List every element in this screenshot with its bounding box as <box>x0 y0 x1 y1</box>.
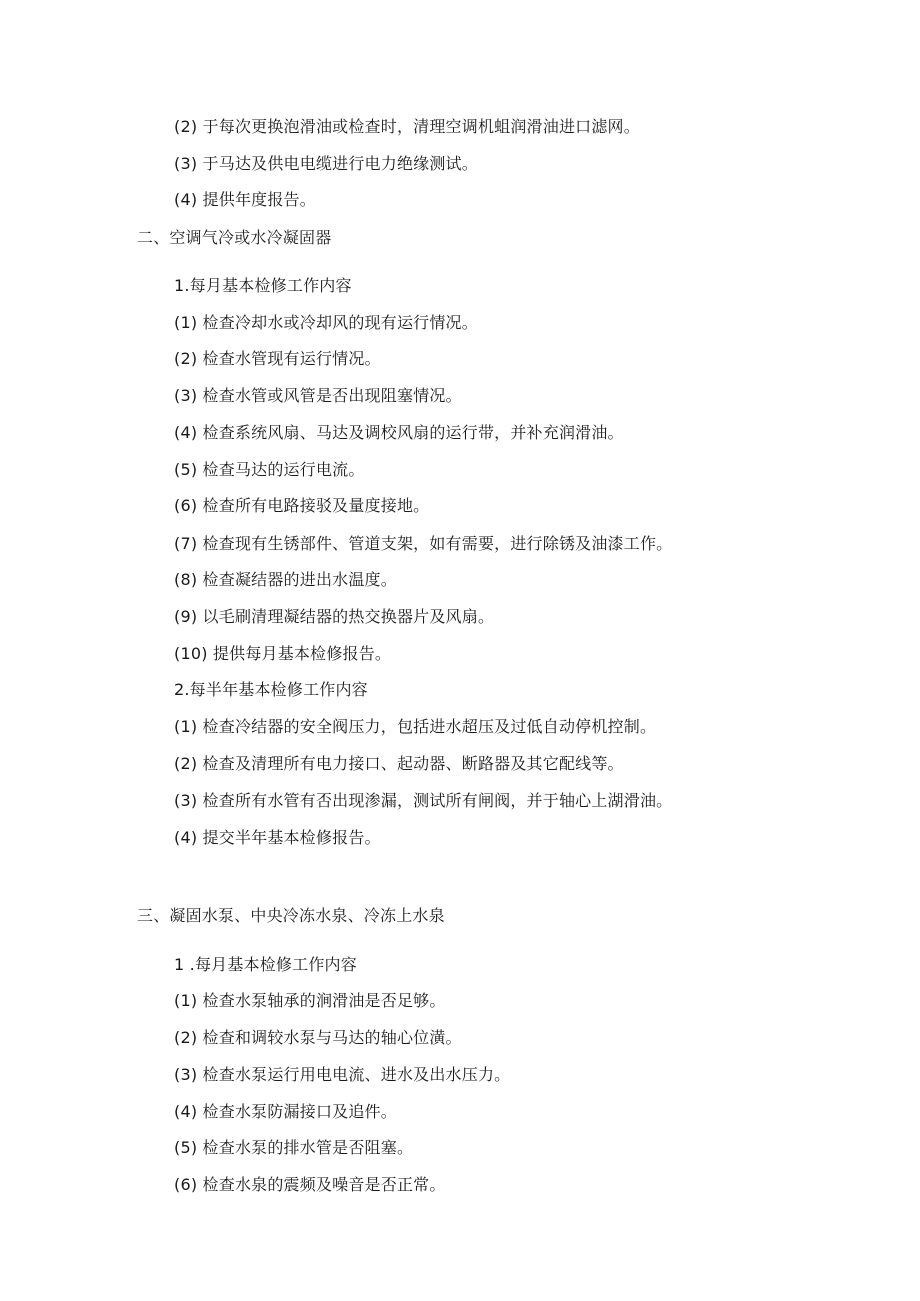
text-line: (1) 检查冷结器的安全阀压力，包括进水超压及过低自动停机控制。 <box>174 717 657 736</box>
text-line: (4) 检查水泵防漏接口及追件。 <box>174 1102 397 1121</box>
text-line: (4) 检查系统风扇、马达及调校风扇的运行带，并补充润滑油。 <box>174 423 624 442</box>
text-line: (2) 检查水管现有运行情况。 <box>174 349 381 368</box>
section-heading: 三、凝固水泵、中央冷冻水泉、冷冻上水泉 <box>137 906 445 925</box>
text-line: (5) 检查水泵的排水管是否阻塞。 <box>174 1138 414 1157</box>
text-line: (3) 检查所有水管有否出现渗漏，测试所有闸阀，并于轴心上湖滑油。 <box>174 791 673 810</box>
text-line: (6) 检查水泉的震频及噪音是否正常。 <box>174 1175 446 1194</box>
subsection-heading: 1 .每月基本检修工作内容 <box>174 955 357 974</box>
text-line: (9) 以毛刷清理凝结器的热交换器片及风扇。 <box>174 607 495 626</box>
text-line: (2) 于每次更换泡滑油或检查时，清理空调机蛆润滑油进口滤网。 <box>174 117 640 136</box>
text-line: (1) 检查水泵轴承的涧滑油是否足够。 <box>174 991 446 1010</box>
text-line: (3) 检查水管或风管是否出现阻塞情况。 <box>174 386 462 405</box>
text-line: (4) 提供年度报告。 <box>174 190 316 209</box>
subsection-heading: 2.每半年基本检修工作内容 <box>174 680 368 699</box>
text-line: (10) 提供每月基本检修报告。 <box>174 644 392 663</box>
text-line: (2) 检查及清理所有电力接口、起动器、断路器及其它配线等。 <box>174 754 624 773</box>
text-line: (7) 检查现有生锈部件、管道支架，如有需要，进行除锈及油漆工作。 <box>174 534 673 553</box>
section-heading: 二、空调气冷或水冷凝固器 <box>137 228 332 247</box>
text-line: (5) 检查马达的运行电流。 <box>174 460 365 479</box>
text-line: (4) 提交半年基本检修报告。 <box>174 828 381 847</box>
text-line: (6) 检查所有电路接驳及量度接地。 <box>174 496 430 515</box>
text-line: (2) 检查和调较水泵与马达的轴心位潢。 <box>174 1028 462 1047</box>
text-line: (1) 检查冷却水或冷却风的现有运行情况。 <box>174 313 478 332</box>
text-line: (8) 检查凝结器的进出水温度。 <box>174 570 397 589</box>
text-line: (3) 检查水泵运行用电电流、进水及出水压力。 <box>174 1065 511 1084</box>
subsection-heading: 1.每月基本检修工作内容 <box>174 276 352 295</box>
text-line: (3) 于马达及供电电缆进行电力绝缘测试。 <box>174 154 478 173</box>
